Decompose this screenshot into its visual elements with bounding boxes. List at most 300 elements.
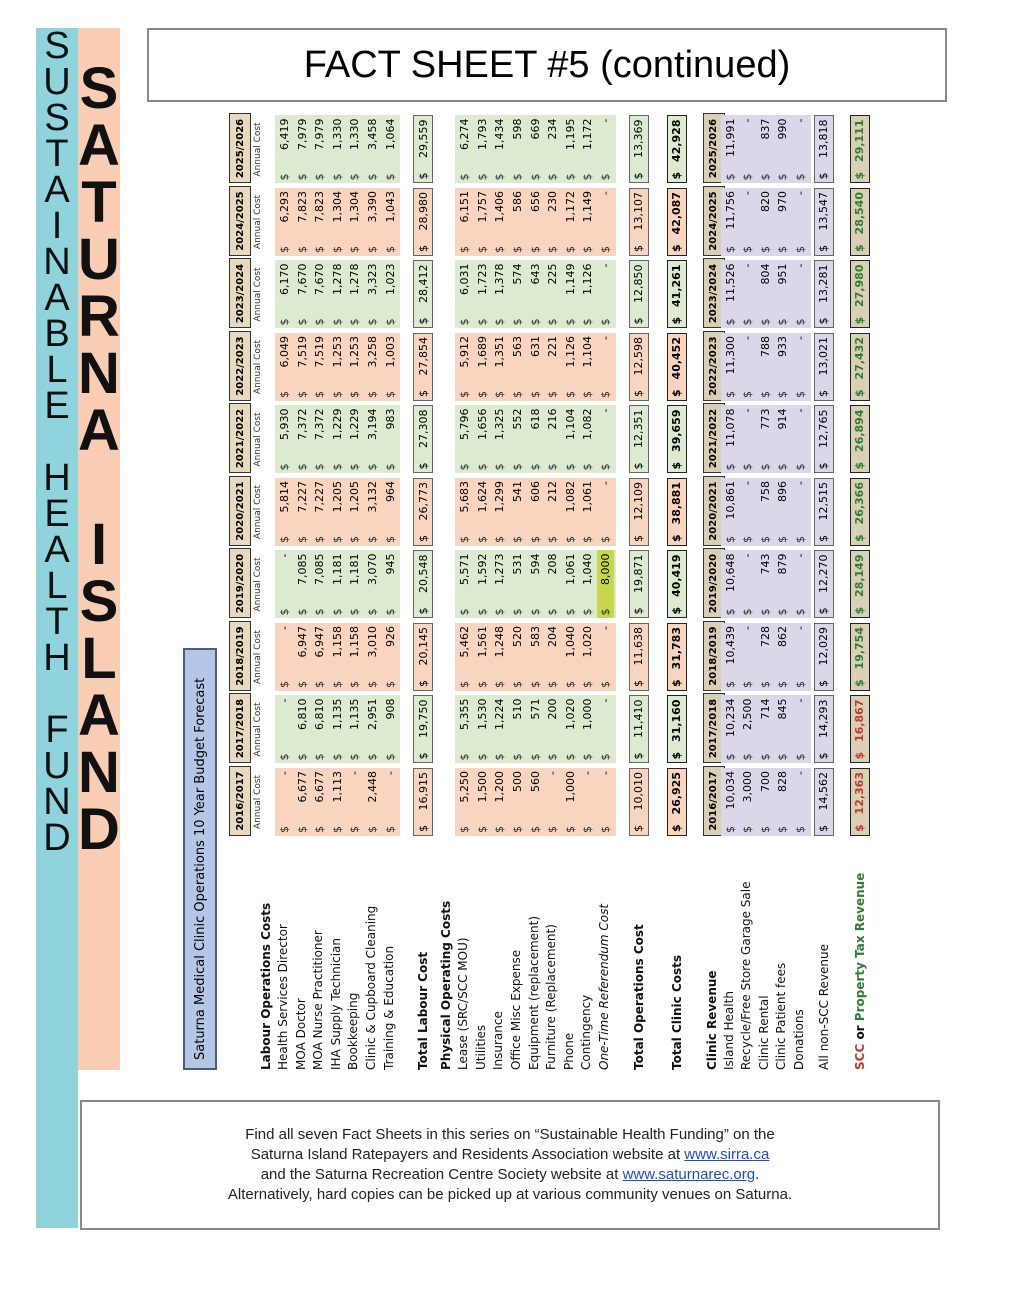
cell-value: - (741, 408, 755, 413)
currency-sign: $ (383, 463, 397, 471)
year-header: 2016/2017 (229, 766, 251, 836)
currency-sign: $ (330, 391, 344, 398)
total-cell (850, 406, 870, 474)
value-cell (311, 623, 328, 691)
value-cell (739, 261, 756, 329)
cell-value: - (278, 626, 291, 630)
value-cell (527, 261, 544, 329)
value-cell (491, 406, 508, 474)
currency-sign: $ (475, 173, 489, 181)
value-cell (329, 623, 346, 691)
cell-value: 1,149 (581, 191, 595, 223)
cell-value: 1,113 (330, 771, 344, 803)
cell-value: 1,158 (330, 626, 344, 658)
cell-value: 583 (528, 626, 542, 647)
row-label: Total Labour Cost (416, 951, 431, 1070)
currency-sign: $ (330, 318, 344, 326)
currency-sign: $ (348, 608, 362, 616)
total-value: 40,452 (670, 337, 684, 380)
cell-value: 1,330 (348, 118, 362, 150)
currency-sign: $ (528, 681, 542, 688)
currency-sign: $ (723, 173, 737, 181)
value-cell (774, 333, 791, 401)
value-cell (792, 333, 809, 401)
sirra-link[interactable]: www.sirra.ca (684, 1146, 770, 1163)
value-cell (722, 551, 739, 619)
side-letter: R (78, 284, 120, 349)
cell-value: 714 (758, 698, 772, 720)
total-cell (850, 768, 870, 836)
currency-sign: $ (295, 536, 309, 543)
currency-sign: $ (794, 681, 807, 688)
total-cell (413, 623, 433, 691)
cell-value: 990 (776, 118, 790, 140)
currency-sign: $ (313, 681, 327, 688)
currency-sign: $ (563, 753, 577, 761)
value-cell (346, 406, 363, 474)
value-cell (509, 623, 526, 691)
total-value: 27,432 (853, 337, 867, 380)
side-letter: A (44, 169, 70, 211)
cell-value: 970 (776, 191, 790, 212)
cell-value: 230 (546, 191, 560, 212)
total-value: 13,818 (817, 119, 831, 158)
cell-value: 2,500 (741, 698, 755, 730)
currency-sign: $ (794, 536, 807, 543)
value-cell (562, 261, 579, 329)
total-value: 13,281 (817, 264, 831, 303)
cell-value: 669 (528, 118, 542, 140)
currency-sign: $ (313, 246, 327, 253)
value-cell (509, 768, 526, 836)
side-letter: E (44, 385, 70, 427)
currency-sign: $ (416, 680, 430, 687)
cell-value: 1,040 (563, 626, 577, 658)
currency-sign: $ (295, 173, 309, 181)
currency-sign: $ (723, 608, 737, 616)
value-cell (579, 623, 596, 691)
currency-sign: $ (563, 391, 577, 398)
value-cell (544, 188, 561, 256)
row-label: Total Clinic Costs (669, 954, 684, 1070)
currency-sign: $ (723, 753, 737, 761)
currency-sign: $ (581, 318, 595, 326)
cell-value: 2,951 (366, 698, 379, 730)
row-label: Clinic Revenue (704, 970, 719, 1070)
currency-sign: $ (581, 391, 595, 398)
cell-value: - (599, 771, 612, 775)
currency-sign: $ (581, 608, 595, 616)
total-cell (667, 623, 687, 691)
currency-sign: $ (348, 753, 362, 761)
cell-value: - (794, 408, 807, 413)
value-cell (597, 261, 614, 329)
currency-sign: $ (794, 246, 807, 253)
total-cell (629, 406, 649, 474)
currency-sign: $ (599, 391, 612, 398)
total-cell (814, 478, 834, 546)
row-label: Clinic & Cupboard Cleaning (364, 905, 378, 1070)
value-cell (364, 406, 381, 474)
currency-sign: $ (348, 536, 362, 543)
currency-sign: $ (581, 463, 595, 471)
value-cell (579, 768, 596, 836)
value-cell (722, 768, 739, 836)
side-letter (52, 424, 63, 460)
currency-sign: $ (758, 391, 772, 398)
value-cell (276, 116, 293, 184)
cell-value: 728 (758, 626, 772, 647)
currency-sign: $ (546, 173, 560, 181)
value-cell (346, 333, 363, 401)
value-cell (544, 261, 561, 329)
cell-value: 6,293 (278, 191, 291, 223)
currency-sign: $ (295, 608, 309, 616)
value-cell (722, 116, 739, 184)
currency-sign: $ (493, 536, 507, 543)
total-cell (667, 333, 687, 401)
value-cell (294, 116, 311, 184)
value-cell (491, 188, 508, 256)
revenue-year-header: 2024/2025 (703, 186, 725, 256)
cell-value: 200 (546, 698, 560, 720)
cell-value: 1,040 (581, 553, 595, 585)
value-cell (544, 623, 561, 691)
currency-sign: $ (366, 826, 379, 833)
currency-sign: $ (295, 681, 309, 688)
cell-value: 208 (546, 553, 560, 575)
revenue-year-header: 2019/2020 (703, 549, 725, 619)
currency-sign: $ (723, 246, 737, 253)
currency-sign: $ (511, 681, 524, 688)
total-value: 12,029 (817, 627, 831, 666)
cell-value: 5,462 (458, 626, 472, 658)
value-cell (294, 261, 311, 329)
currency-sign: $ (776, 463, 790, 471)
cell-value: 1,126 (563, 336, 577, 368)
value-cell (757, 333, 774, 401)
value-cell (509, 333, 526, 401)
cell-value: 7,227 (295, 481, 309, 513)
total-value: 31,160 (670, 699, 684, 742)
cell-value: 6,151 (458, 191, 472, 223)
cell-value: 656 (528, 191, 542, 212)
currency-sign: $ (366, 173, 379, 181)
cell-value: 933 (776, 336, 790, 357)
value-cell (364, 333, 381, 401)
cell-value: 6,170 (278, 263, 291, 295)
currency-sign: $ (563, 826, 577, 833)
side-letter: U (43, 61, 71, 103)
currency-sign: $ (348, 173, 362, 181)
value-cell (509, 261, 526, 329)
cell-value: - (278, 553, 291, 558)
total-cell (814, 696, 834, 764)
side-letter: B (44, 313, 70, 355)
currency-sign: $ (758, 608, 772, 616)
side-letter: L (81, 626, 117, 691)
side-letter: A (78, 113, 120, 178)
cell-value: 1,330 (330, 118, 344, 150)
currency-sign: $ (723, 463, 737, 471)
value-cell (364, 551, 381, 619)
value-cell (329, 478, 346, 546)
value-cell (527, 406, 544, 474)
cell-value: 5,796 (458, 408, 472, 440)
value-cell (382, 261, 399, 329)
currency-sign: $ (581, 826, 595, 833)
annual-cost-subheader: Annual Cost (253, 629, 263, 685)
cell-value: 3,194 (366, 408, 379, 440)
value-cell (597, 333, 614, 401)
cell-value: - (581, 771, 595, 775)
cell-value: 7,823 (313, 191, 327, 223)
currency-sign: $ (794, 753, 807, 761)
row-label: IHA Supply Technician (328, 938, 343, 1070)
currency-sign: $ (632, 535, 646, 542)
total-value: 38,881 (670, 482, 684, 525)
cell-value: 1,135 (330, 698, 344, 730)
currency-sign: $ (348, 826, 362, 833)
total-value: 39,659 (670, 409, 684, 452)
value-cell (792, 768, 809, 836)
cell-value: 1,172 (563, 191, 577, 223)
cell-value: 837 (758, 118, 772, 140)
value-cell (509, 478, 526, 546)
currency-sign: $ (416, 172, 430, 180)
currency-sign: $ (776, 246, 790, 253)
value-cell (579, 406, 596, 474)
value-cell (597, 406, 614, 474)
value-cell (474, 188, 491, 256)
row-label: Physical Operating Costs (439, 900, 454, 1070)
currency-sign: $ (794, 391, 807, 398)
value-cell (474, 406, 491, 474)
total-value: 19,750 (416, 699, 430, 738)
currency-sign: $ (416, 390, 430, 397)
value-cell (579, 188, 596, 256)
cell-value: 1,793 (475, 118, 489, 150)
total-cell (413, 551, 433, 619)
total-cell (629, 261, 649, 329)
currency-sign: $ (278, 826, 291, 833)
annual-cost-subheader: Annual Cost (253, 774, 263, 830)
cell-value: 1,181 (330, 553, 344, 585)
currency-sign: $ (366, 246, 379, 253)
value-cell (739, 623, 756, 691)
currency-sign: $ (758, 246, 772, 253)
cell-value: 926 (383, 626, 397, 647)
cell-value: 1,104 (581, 336, 595, 368)
cell-value: 7,670 (295, 263, 309, 295)
cell-value: 563 (511, 336, 524, 357)
value-cell (329, 768, 346, 836)
cell-value: 5,930 (278, 408, 291, 440)
cell-value: 1,003 (383, 336, 397, 368)
value-cell (544, 768, 561, 836)
revenue-year-header: 2020/2021 (703, 476, 725, 546)
currency-sign: $ (313, 826, 327, 833)
value-cell (474, 116, 491, 184)
year-header: 2020/2021 (229, 476, 251, 546)
currency-sign: $ (632, 462, 646, 470)
value-cell (544, 116, 561, 184)
cell-value: 6,677 (295, 771, 309, 803)
cell-value: 6,810 (295, 698, 309, 730)
currency-sign: $ (563, 318, 577, 326)
value-cell (294, 623, 311, 691)
value-cell (474, 623, 491, 691)
value-cell (757, 551, 774, 619)
value-cell (311, 261, 328, 329)
value-cell (276, 768, 293, 836)
total-cell (850, 261, 870, 329)
cell-value: 700 (758, 771, 772, 792)
currency-sign: $ (563, 463, 577, 471)
cell-value: - (794, 118, 807, 123)
total-value: 42,928 (670, 119, 684, 162)
currency-sign: $ (475, 681, 489, 688)
cell-value: - (794, 698, 807, 703)
currency-sign: $ (330, 246, 344, 253)
cell-value: 6,947 (313, 626, 327, 658)
side-letter: A (44, 529, 70, 571)
cell-value: 1,043 (383, 191, 397, 223)
cell-value: 6,031 (458, 263, 472, 295)
total-cell (413, 768, 433, 836)
currency-sign: $ (475, 463, 489, 471)
value-cell (474, 333, 491, 401)
currency-sign: $ (313, 318, 327, 326)
cell-value: 1,561 (475, 626, 489, 658)
cell-value: 1,205 (330, 481, 344, 513)
value-cell (579, 696, 596, 764)
value-cell (364, 116, 381, 184)
currency-sign: $ (670, 751, 684, 760)
cell-value: 1,253 (348, 336, 362, 368)
cell-value: 1,273 (493, 553, 507, 585)
currency-sign: $ (632, 390, 646, 397)
value-cell (491, 551, 508, 619)
value-cell (294, 551, 311, 619)
cell-value: 2,448 (366, 771, 379, 803)
footer-box (80, 1100, 940, 1230)
currency-sign: $ (546, 318, 560, 326)
footer-text: Saturna Island Ratepayers and Residents Association website at (250, 1146, 685, 1163)
row-label: Equipment (replacement) (526, 915, 541, 1070)
cell-value: 3,010 (366, 626, 379, 658)
total-value: 13,369 (632, 119, 646, 158)
total-value: 28,412 (416, 264, 430, 303)
value-cell (757, 478, 774, 546)
value-cell (597, 551, 614, 619)
value-cell (739, 768, 756, 836)
value-cell (364, 188, 381, 256)
currency-sign: $ (528, 536, 542, 543)
value-cell (774, 768, 791, 836)
row-label: MOA Doctor (293, 998, 308, 1070)
currency-sign: $ (330, 536, 344, 543)
cell-value: 7,227 (313, 481, 327, 513)
currency-sign: $ (632, 752, 646, 760)
value-cell (722, 333, 739, 401)
cell-value: - (278, 771, 291, 775)
currency-sign: $ (383, 391, 397, 398)
currency-sign: $ (546, 681, 560, 688)
value-cell (774, 188, 791, 256)
total-cell (667, 188, 687, 256)
currency-sign: $ (776, 173, 790, 181)
total-value: 13,547 (817, 192, 831, 231)
currency-sign: $ (458, 173, 472, 181)
currency-sign: $ (475, 391, 489, 398)
currency-sign: $ (278, 391, 291, 398)
total-value: 13,107 (632, 192, 646, 231)
currency-sign: $ (723, 536, 737, 543)
row-label: Utilities (473, 1024, 488, 1070)
value-cell (474, 696, 491, 764)
cell-value: - (741, 626, 755, 630)
cell-value: - (546, 771, 560, 775)
total-value: 12,363 (853, 772, 867, 815)
row-label: Donations (792, 1009, 806, 1070)
currency-sign: $ (313, 753, 327, 761)
currency-sign: $ (383, 246, 397, 253)
side-letter: U (78, 227, 120, 292)
currency-sign: $ (581, 536, 595, 543)
cell-value: 5,571 (458, 553, 472, 585)
currency-sign: $ (670, 316, 684, 325)
currency-sign: $ (794, 463, 807, 471)
value-cell (544, 333, 561, 401)
cell-value: 531 (511, 553, 524, 575)
currency-sign: $ (458, 463, 472, 471)
currency-sign: $ (546, 608, 560, 616)
total-value: 27,854 (416, 337, 430, 376)
row-label: Clinic Rental (756, 995, 771, 1070)
value-cell (509, 188, 526, 256)
cell-value: - (599, 118, 612, 123)
total-cell (413, 188, 433, 256)
cell-value: 3,323 (366, 263, 379, 295)
currency-sign: $ (546, 753, 560, 761)
currency-sign: $ (330, 681, 344, 688)
saturnarec-link[interactable]: www.saturnarec.org (622, 1166, 756, 1183)
currency-sign: $ (416, 607, 430, 615)
currency-sign: $ (546, 246, 560, 253)
currency-sign: $ (366, 681, 379, 688)
value-cell (329, 406, 346, 474)
value-cell (382, 478, 399, 546)
cell-value: 1,689 (475, 336, 489, 368)
total-cell (413, 696, 433, 764)
currency-sign: $ (581, 753, 595, 761)
cell-value: 1,126 (581, 263, 595, 295)
currency-sign: $ (366, 463, 379, 471)
value-cell (597, 188, 614, 256)
value-cell (792, 478, 809, 546)
total-cell (629, 768, 649, 836)
value-cell (382, 333, 399, 401)
annual-cost-subheader: Annual Cost (253, 702, 263, 757)
currency-sign: $ (741, 536, 755, 543)
currency-sign: $ (416, 535, 430, 542)
cell-value: 1,378 (493, 263, 507, 295)
total-cell (413, 478, 433, 546)
currency-sign: $ (741, 173, 755, 181)
value-cell (527, 116, 544, 184)
total-value: 26,894 (853, 409, 867, 452)
